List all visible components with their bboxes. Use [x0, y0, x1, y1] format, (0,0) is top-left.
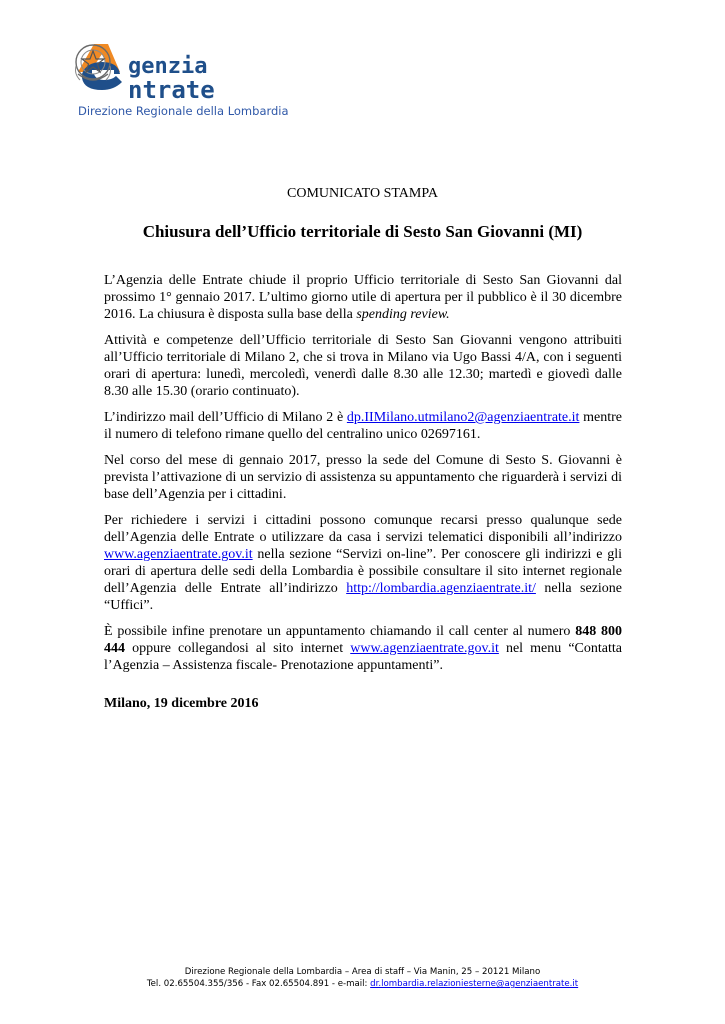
- logo-word-agenzia: genzia: [128, 54, 208, 79]
- document-body: [104, 272, 622, 683]
- footer-address: Direzione Regionale della Lombardia – Area di staff – Via Manin, 25 – 20121 Milano: [184, 967, 541, 977]
- date-line: Milano, 19 dicembre 2016: [104, 696, 259, 711]
- agenzia-entrate-logo: [72, 40, 312, 130]
- paragraph-3-text-a: L’indirizzo mail dell’Ufficio di Milano 2 è: [104, 410, 347, 425]
- paragraph-1-text: L’Agenzia delle Entrate chiude il proprio Ufficio territoriale di Sesto San Giovanni dal prossimo 1° gennaio 2017. L’ultimo giorno utile di apertura per il pubblico è il 30 dicembre 2016. La chiusura è disposta sulla base della: [104, 273, 622, 322]
- paragraph-1-emphasis: spending review.: [356, 307, 450, 322]
- paragraph-5-text-a: Per richiedere i servizi i cittadini possono comunque recarsi presso qualunque sede dell’Agenzia delle Entrate o utilizzare da casa i servizi telematici disponibili all’indirizzo: [104, 513, 622, 545]
- paragraph-1: [104, 272, 622, 323]
- footer-phone-fax: Tel. 02.65504.355/356 - Fax 02.65504.891 - e-mail:: [146, 979, 371, 989]
- paragraph-5-text-b: nella sezione “Servizi on-line”. Per conoscere gli indirizzi e gli orari di apertura delle sedi della Lombardia è possibile consultare il sito internet regionale dell’Agenzia delle Entrate all’indirizzo: [104, 547, 622, 596]
- paragraph-2: Attività e competenze dell’Ufficio territoriale di Sesto San Giovanni vengono attribuiti all’Ufficio territoriale di Milano 2, che si trova in Milano via Ugo Bassi 4/A, con i seguenti orari di apertura: lunedì, mercoledì, venerdì dalle 8.30 alle 12.30; martedì e giovedì dalle 8.30 alle 15.30 (orario continuato).: [104, 333, 622, 399]
- footer-contacts: [0, 978, 725, 990]
- paragraph-6-text-c: nel menu “Contatta l’Agenzia – Assistenza fiscale- Prenotazione appuntamenti”.: [104, 641, 622, 673]
- paragraph-5-text-c: nella sezione “Uffici”.: [104, 581, 623, 613]
- press-release-label: COMUNICATO STAMPA: [287, 186, 438, 201]
- call-center-number: 848 800 444: [104, 624, 623, 656]
- paragraph-5: [104, 512, 622, 614]
- lombardia-website-link[interactable]: http://lombardia.agenziaentrate.it/: [346, 581, 536, 596]
- office-email-link[interactable]: dp.IIMilano.utmilano2@agenziaentrate.it: [346, 410, 580, 425]
- italian-republic-emblem-icon: [72, 40, 114, 88]
- agenzia-website-link-2[interactable]: www.agenziaentrate.gov.it: [350, 641, 499, 656]
- paragraph-4: Nel corso del mese di gennaio 2017, presso la sede del Comune di Sesto S. Giovanni è prevista l’attivazione di un servizio di assistenza su appuntamento che riguarderà i servizi di base dell’Agenzia per i cittadini.: [104, 453, 622, 502]
- page-footer: [0, 966, 725, 990]
- document-title: Chiusura dell’Ufficio territoriale di Sesto San Giovanni (MI): [142, 222, 583, 241]
- logo-word-entrate: ntrate: [128, 76, 215, 104]
- paragraph-6: [104, 623, 622, 674]
- paragraph-3-text-b: mentre il numero di telefono rimane quello del centralino unico 02697161.: [104, 410, 622, 442]
- agenzia-website-link[interactable]: www.agenziaentrate.gov.it: [104, 547, 253, 562]
- logo-subtitle: Direzione Regionale della Lombardia: [78, 104, 289, 118]
- paragraph-3: [104, 409, 622, 443]
- paragraph-6-text-b: oppure collegandosi al sito internet: [125, 641, 351, 656]
- footer-email-link[interactable]: dr.lombardia.relazioniesterne@agenziaentrate.it: [370, 979, 579, 989]
- paragraph-6-text-a: È possibile infine prenotare un appuntamento chiamando il call center al numero: [104, 624, 576, 639]
